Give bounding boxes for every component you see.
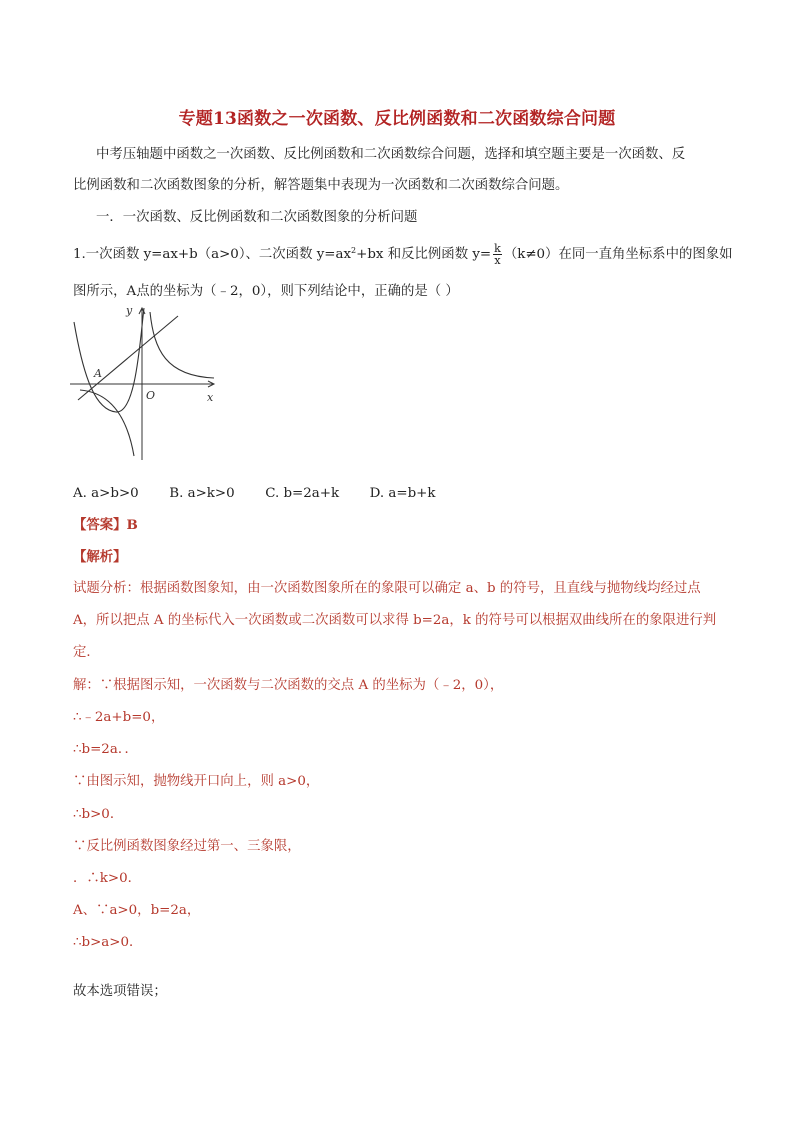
analysis-line-2: A，所以把点 A 的坐标代入一次函数或二次函数可以求得 b=2a，k 的符号可以根据双曲线所在的象限进行判 [73,613,717,628]
solution-line-1: 解：∵根据图示知，一次函数与二次函数的交点 A 的坐标为（﹣2，0）， [73,678,504,693]
intro-line-1: 中考压轴题中函数之一次函数、反比例函数和二次函数综合问题，选择和填空题主要是一次函数、反 [96,147,686,162]
solution-line-8: A、∵a>0，b=2a， [73,903,201,918]
linear-function-line [78,316,178,400]
question-text-c: （k≠0）在同一直角坐标系中的图象如 [503,247,733,262]
fraction-numerator: k [494,242,501,255]
fraction-k-over-x [493,243,502,266]
page-title: 专题13函数之一次函数、反比例函数和二次函数综合问题 [178,109,616,129]
solution-line-3: ∴b=2a．． [73,742,138,757]
solution-line-2: ∴﹣2a+b=0， [73,710,165,725]
parabola-curve [74,308,144,412]
hyperbola-branch-1 [150,312,214,378]
option-a: A. a>b>0 [73,486,139,501]
exponent: 2 [351,246,357,255]
solution-line-4: ∵由图示知，抛物线开口向上，则 a>0， [73,774,320,789]
question-text-a: 1.一次函数 y=ax+b（a>0）、二次函数 y=ax [73,247,352,262]
point-a-label: A [94,367,102,380]
solution-line-6: ∵反比例函数图象经过第一、三象限， [73,839,301,854]
question-line-1 [73,242,733,266]
intro-line-2: 比例函数和二次函数图象的分析，解答题集中表现为一次函数和二次函数综合问题。 [73,178,569,193]
y-axis-label: y [126,304,133,317]
section-heading: 一．一次函数、反比例函数和二次函数图象的分析问题 [96,210,418,225]
options-row [73,485,436,503]
function-graph [66,300,226,465]
analysis-line-3: 定． [73,645,100,660]
fraction-denominator: x [494,254,501,267]
solution-line-9: ∴b>a>0． [73,935,143,950]
question-text-b: +bx 和反比例函数 y= [356,247,492,262]
option-b: B. a>k>0 [169,486,235,501]
analysis-line-1: 试题分析：根据函数图象知，由一次函数图象所在的象限可以确定 a、b 的符号，且直线与抛物线均经过点 [73,581,701,596]
x-axis-label: x [207,391,214,404]
hyperbola-branch-3 [80,390,134,456]
answer-label: 【答案】B [73,517,138,533]
option-d: D. a=b+k [369,486,436,501]
solution-line-5: ∴b>0． [73,807,124,822]
option-c: C. b=2a+k [265,486,340,501]
solution-line-10: 故本选项错误； [73,984,167,999]
analysis-label: 【解析】 [73,549,127,565]
origin-label: O [146,389,156,402]
question-line-2: 图所示，A点的坐标为（﹣2，0），则下列结论中，正确的是（ ） [73,284,459,299]
solution-line-7: ．∴k>0． [73,871,142,886]
